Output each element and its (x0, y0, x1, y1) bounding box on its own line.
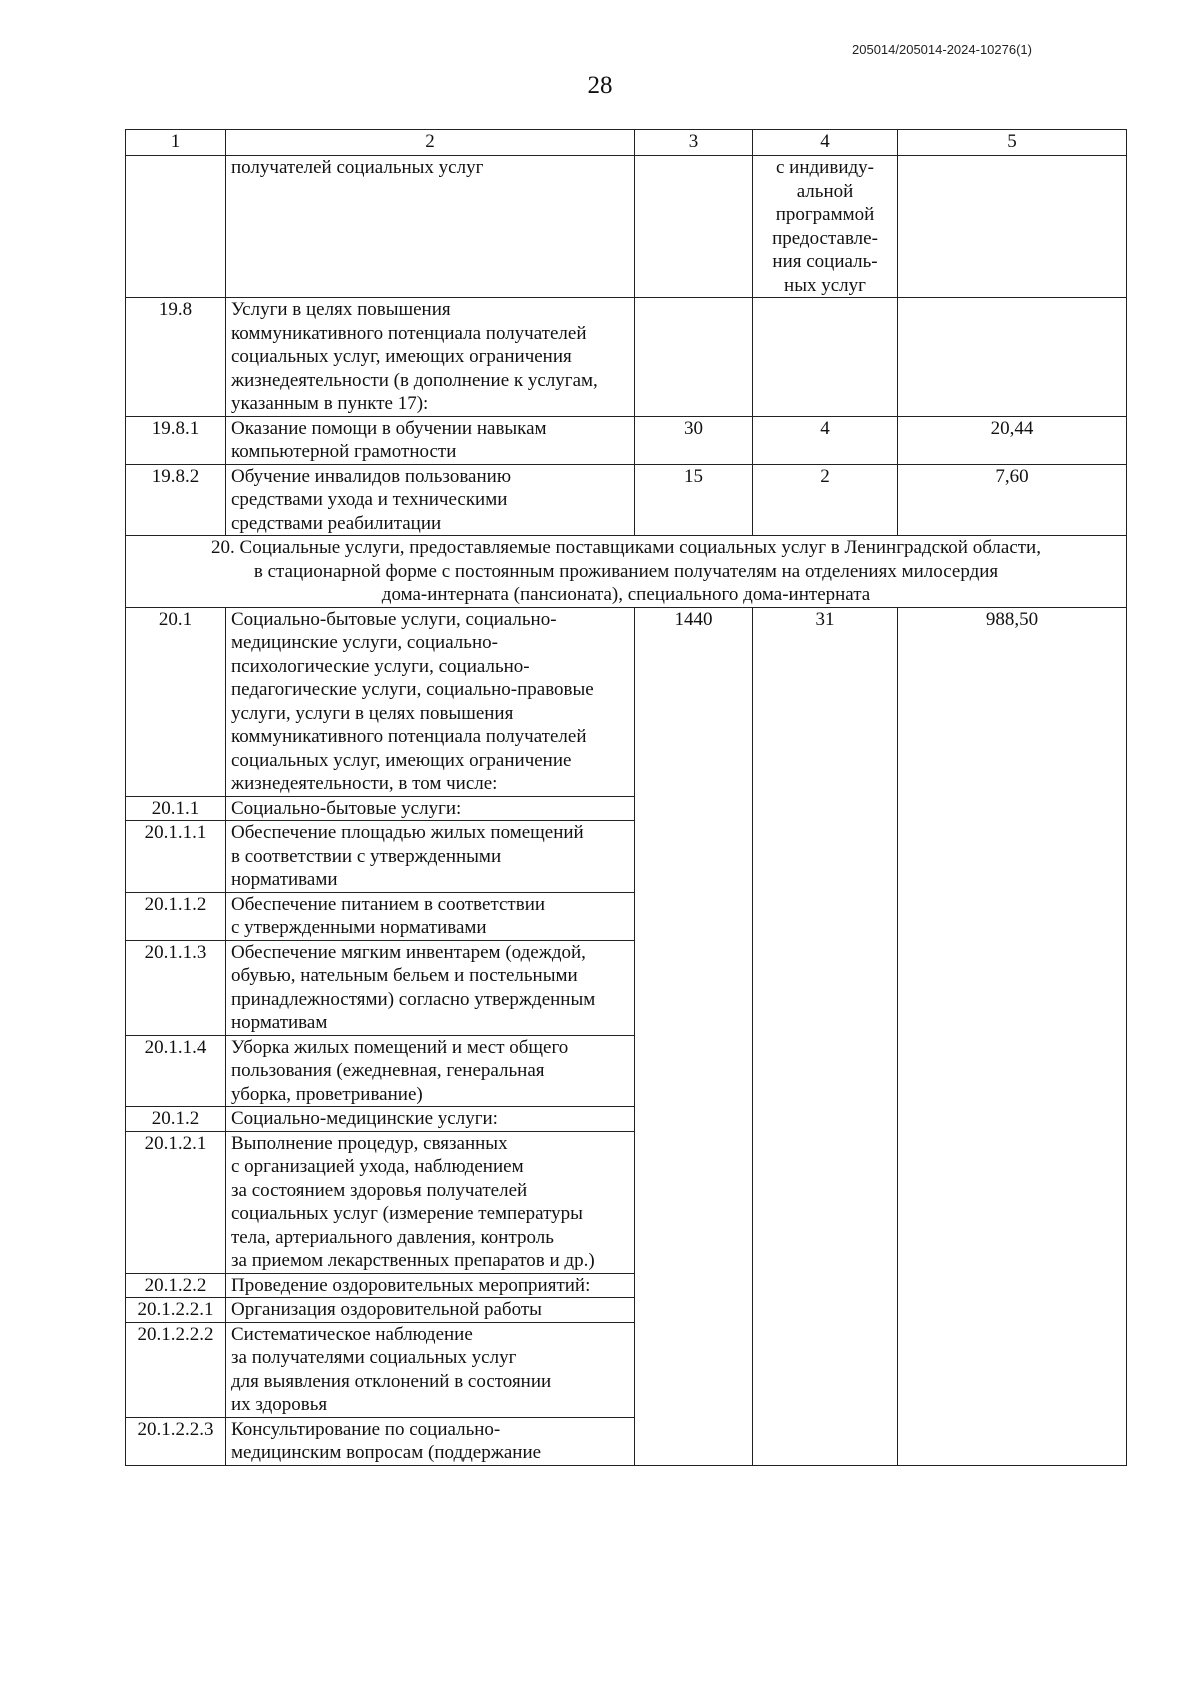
cell-text-line: коммуникативного потенциала получателей (231, 726, 587, 747)
table-row (126, 416, 1127, 464)
cell-text-line: принадлежностями) согласно утвержденным (231, 988, 596, 1010)
table-row (126, 298, 1127, 417)
col3-cell: 15 (635, 464, 753, 536)
description-cell (226, 940, 635, 1035)
cell-text-line: социальных услуг (измерение температуры (231, 1203, 583, 1224)
table-header-row (126, 130, 1127, 156)
number-cell: 20.1.2.2.2 (126, 1322, 226, 1417)
table-row (126, 156, 1127, 298)
description-cell: получателей социальных услуг (226, 156, 635, 298)
number-cell: 20.1.2.2.3 (126, 1417, 226, 1465)
cell-text-line: тела, артериального давления, контроль (231, 1226, 554, 1248)
number-cell: 20.1 (126, 607, 226, 796)
description-cell (226, 1417, 635, 1465)
col5-cell (898, 156, 1127, 298)
description-cell (226, 821, 635, 893)
number-cell: 19.8 (126, 298, 226, 417)
cell-text-line: обувью, нательным бельем и постельными (231, 965, 578, 986)
header-cell: 5 (898, 130, 1127, 156)
col4-cell: 4 (753, 416, 898, 464)
cell-text-line: средствами ухода и техническими (231, 489, 508, 510)
number-cell: 20.1.1.2 (126, 892, 226, 940)
document-id: 205014/205014-2024-10276(1) (852, 42, 1032, 57)
header-cell: 3 (635, 130, 753, 156)
col3-cell: 30 (635, 416, 753, 464)
cell-text-line: Обеспечение мягким инвентарем (одеждой, (231, 941, 586, 963)
cell-text-line: альной (796, 180, 854, 202)
description-cell (226, 1131, 635, 1273)
cell-text-line: с организацией ухода, наблюдением (231, 1156, 524, 1177)
number-cell: 20.1.2.2.1 (126, 1298, 226, 1323)
cell-text-line: жизнедеятельности, в том числе: (231, 773, 498, 794)
cell-text-line: психологические услуги, социально- (231, 655, 530, 677)
description-cell (226, 796, 635, 821)
table-row (126, 607, 1127, 796)
cell-text-line: Уборка жилых помещений и мест общего (231, 1036, 569, 1058)
cell-text-line: Систематическое наблюдение (231, 1323, 473, 1345)
description-cell (226, 607, 635, 796)
cell-text-line: Выполнение процедур, связанных (231, 1132, 508, 1154)
cell-text-line: программой (775, 204, 875, 225)
cell-text-line: коммуникативного потенциала получателей (231, 322, 587, 344)
cell-text-line: компьютерной грамотности (231, 441, 457, 462)
cell-text-line: пользования (ежедневная, генеральная (231, 1060, 545, 1081)
number-cell: 20.1.2.1 (126, 1131, 226, 1273)
cell-text-line: Услуги в целях повышения (231, 299, 451, 320)
description-cell (226, 892, 635, 940)
cell-text-line: ния социаль- (772, 251, 878, 272)
cell-text-line: социальных услуг, имеющих ограничения (231, 346, 572, 367)
cell-text-line: Обеспечение площадью жилых помещений (231, 822, 584, 843)
description-cell (226, 1273, 635, 1298)
cell-text-line: предоставле- (772, 227, 878, 249)
description-cell (226, 1035, 635, 1107)
col3-cell: 1440 (635, 607, 753, 1465)
col3-cell (635, 298, 753, 417)
description-cell (226, 1322, 635, 1417)
cell-text-line: социальных услуг, имеющих ограничение (231, 749, 572, 771)
heading-line: 20. Социальные услуги, предоставляемые поставщиками социальных услуг в Ленинградской области, (211, 537, 1041, 558)
cell-text-line: медицинским вопросам (поддержание (231, 1442, 542, 1463)
col4-cell: 2 (753, 464, 898, 536)
cell-text-line: Социально-медицинские услуги: (231, 1108, 498, 1129)
cell-text-line: за получателями социальных услуг (231, 1347, 517, 1368)
number-cell: 20.1.2 (126, 1107, 226, 1132)
cell-text-line: для выявления отклонений в состоянии (231, 1370, 552, 1392)
cell-text-line: за состоянием здоровья получателей (231, 1179, 528, 1201)
number-cell: 20.1.1.1 (126, 821, 226, 893)
number-cell: 20.1.2.2 (126, 1273, 226, 1298)
cell-text-line: за приемом лекарственных препаратов и др.) (231, 1250, 595, 1271)
cell-text-line: Организация оздоровительной работы (231, 1299, 542, 1320)
cell-text-line: Проведение оздоровительных мероприятий: (231, 1274, 591, 1296)
cell-text-line: жизнедеятельности (в дополнение к услугам, (231, 369, 598, 391)
header-cell: 4 (753, 130, 898, 156)
header-cell: 2 (226, 130, 635, 156)
cell-text-line: услуги, услуги в целях повышения (231, 702, 514, 724)
number-cell: 20.1.1 (126, 796, 226, 821)
cell-text-line: нормативами (231, 869, 338, 890)
cell-text-line: уборка, проветривание) (231, 1083, 423, 1105)
cell-text-line: Оказание помощи в обучении навыкам (231, 417, 547, 439)
col5-cell: 7,60 (898, 464, 1127, 536)
number-cell: 19.8.2 (126, 464, 226, 536)
cell-text-line: Социально-бытовые услуги, социально- (231, 608, 557, 630)
cell-text-line: Социально-бытовые услуги: (231, 797, 462, 819)
col3-cell (635, 156, 753, 298)
cell-text-line: их здоровья (231, 1394, 328, 1415)
cell-text-line: Обучение инвалидов пользованию (231, 465, 512, 487)
description-cell (226, 1298, 635, 1323)
description-cell (226, 464, 635, 536)
heading-line: в стационарной форме с постоянным проживанием получателям на отделениях милосердия (253, 560, 999, 582)
cell-text-line: нормативам (231, 1012, 328, 1033)
description-cell (226, 416, 635, 464)
number-cell (126, 156, 226, 298)
section-heading-row (126, 536, 1127, 608)
cell-text-line: медицинские услуги, социально- (231, 632, 498, 653)
number-cell: 20.1.1.4 (126, 1035, 226, 1107)
number-cell: 19.8.1 (126, 416, 226, 464)
col5-cell: 20,44 (898, 416, 1127, 464)
description-cell (226, 1107, 635, 1132)
page-number: 28 (587, 72, 613, 99)
col4-cell (753, 156, 898, 298)
cell-text-line: педагогические услуги, социально-правовые (231, 679, 594, 700)
cell-text-line: средствами реабилитации (231, 512, 442, 534)
cell-text-line: указанным в пункте 17): (231, 393, 429, 414)
cell-text-line: с индивиду- (776, 157, 874, 178)
table-row (126, 464, 1127, 536)
col5-cell: 988,50 (898, 607, 1127, 1465)
description-cell (226, 298, 635, 417)
cell-text-line: ных услуг (784, 274, 866, 296)
cell-text-line: Обеспечение питанием в соответствии (231, 893, 546, 915)
cell-text-line: с утвержденными нормативами (231, 917, 487, 938)
col5-cell (898, 298, 1127, 417)
col4-cell: 31 (753, 607, 898, 1465)
cell-text-line: Консультирование по социально- (231, 1418, 501, 1440)
section-heading (126, 536, 1127, 608)
col4-cell (753, 298, 898, 417)
services-table (125, 129, 1127, 1466)
header-cell: 1 (126, 130, 226, 156)
cell-text-line: в соответствии с утвержденными (231, 845, 502, 867)
heading-line: дома-интерната (пансионата), специального дома-интерната (381, 584, 871, 605)
number-cell: 20.1.1.3 (126, 940, 226, 1035)
